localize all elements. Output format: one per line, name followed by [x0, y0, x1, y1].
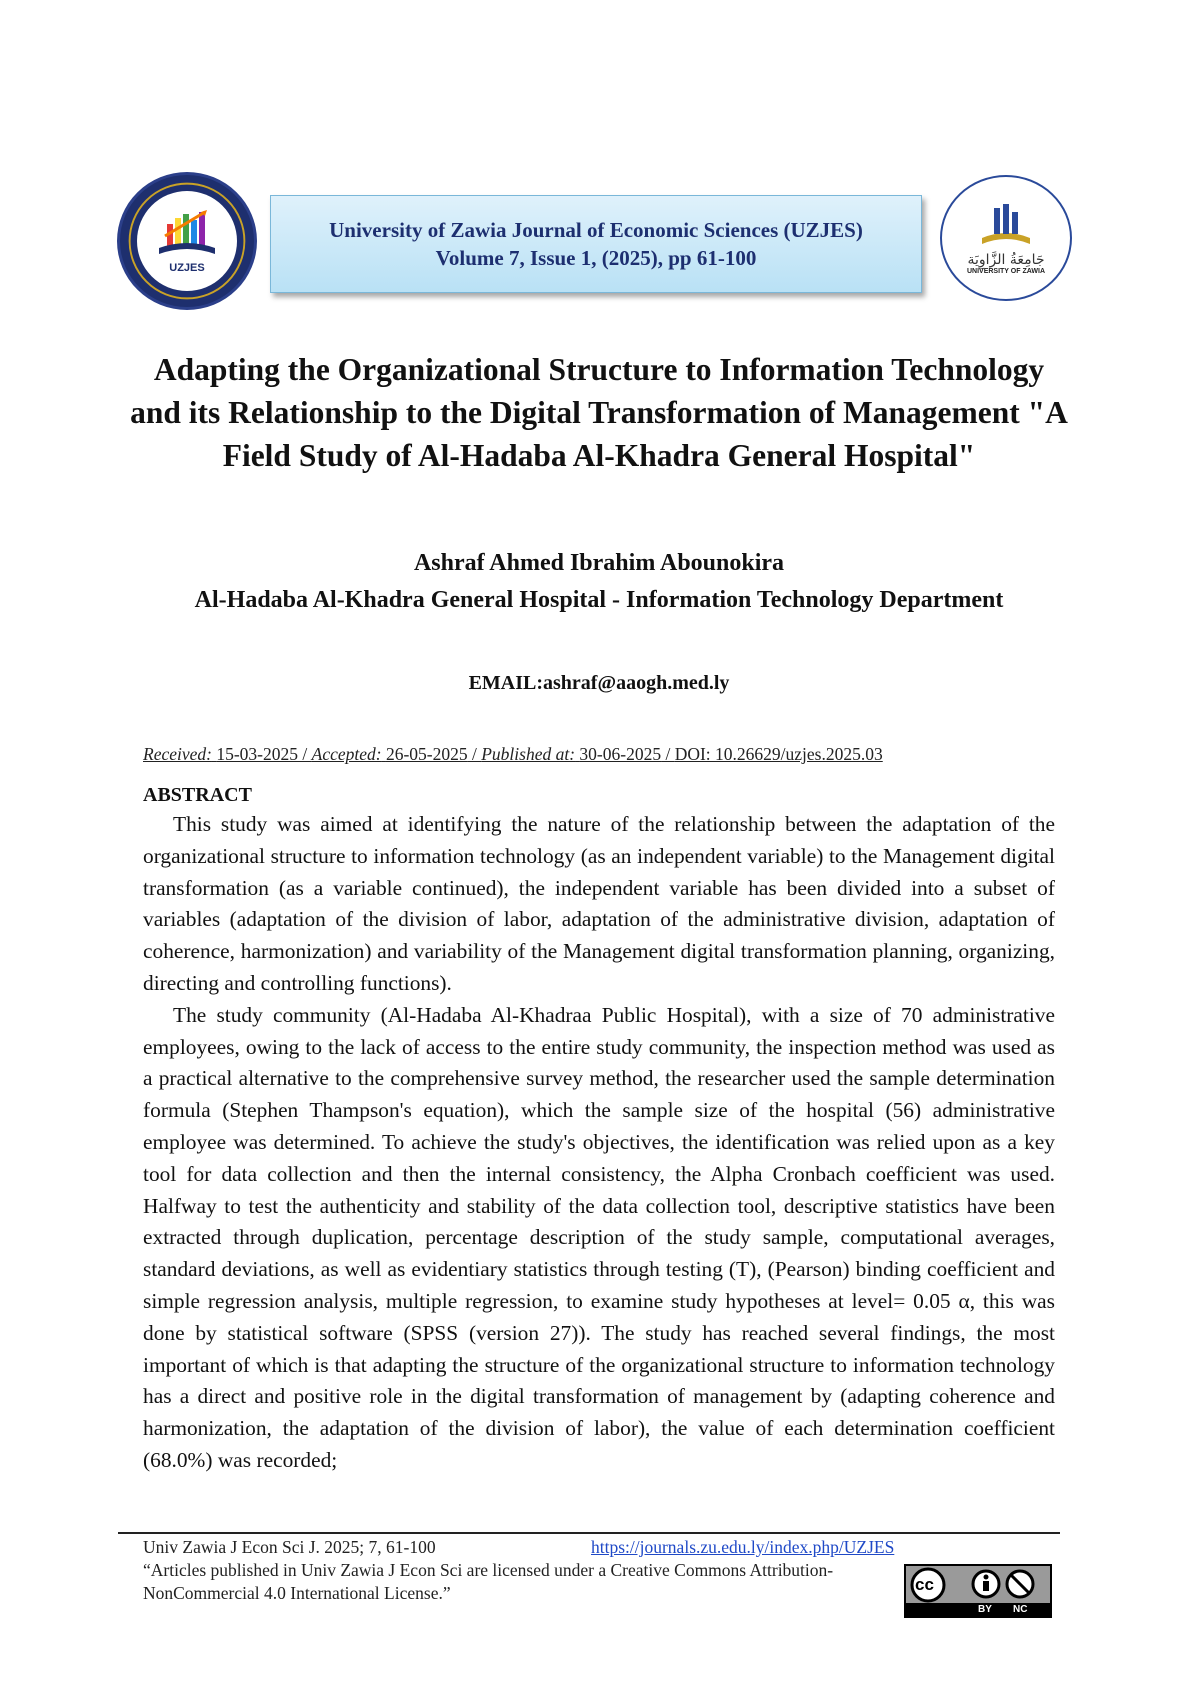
cc-by-label: BY — [978, 1604, 992, 1615]
university-arabic-name: جَامِعَةُ الزَّاوِيَة — [967, 251, 1045, 268]
logo-ring — [120, 175, 254, 307]
journal-url-link[interactable]: https://journals.zu.edu.ly/index.php/UZJES — [591, 1537, 895, 1557]
abstract-paragraph-2: The study community (Al-Hadaba Al-Khadraa Public Hospital), with a size of 70 administrative employees, owing to the lack of access to the entire study community, the inspection method was used as a practical alternative to the comprehensive survey method, the researcher used the sample determination formula (Stephen Thampson's equation), which the sample size of the hospital (56) administrative employee was determined. To achieve the study's objectives, the identification was relied upon as a key tool for data collection and then the internal consistency, the Alpha Cronbach coefficient was used. Halfway to test the authenticity and stability of the data collection tool, descriptive statistics have been extracted through duplication, percentage description of the study sample, computational averages, standard deviations, as well as evidentiary statistics through testing (T), (Pearson) binding coefficient and simple regression analysis, multiple regression, to examine study hypotheses at level= 0.05 α, this was done by statistical software (SPSS (version 27)). The study has reached several findings, the most important of which is that adapting the structure of the organizational structure to information technology has a direct and positive role in the digital transformation of management by (adapting coherence and harmonization, the adaptation of the division of labor), the value of each determination coefficient (68.0%) was recorded; — [143, 1002, 1055, 1472]
accepted-date: 26-05-2025 — [385, 744, 468, 764]
received-date: 15-03-2025 — [216, 744, 298, 764]
university-emblem-icon — [978, 202, 1034, 250]
license-statement: “Articles published in Univ Zawia J Econ Sci are licensed under a Creative Commons Attribution-NonCommercial 4.0 International License.” — [143, 1560, 834, 1603]
journal-name: University of Zawia Journal of Economic Sciences (UZJES) — [329, 218, 863, 242]
cc-symbol-text: cc — [915, 1575, 934, 1594]
accepted-label: Accepted: — [311, 744, 382, 764]
received-label: Received: — [143, 744, 212, 764]
author-affiliation: Al-Hadaba Al-Khadra General Hospital - Information Technology Department — [194, 587, 1004, 613]
publication-dates: Received: 15-03-2025 / Accepted: 26-05-2025 / Published at: 30-06-2025 / DOI: 10.26629/uzjes.2025.03 — [143, 744, 883, 764]
abstract-body — [143, 809, 1055, 1477]
author-email: EMAIL:ashraf@aaogh.med.ly — [468, 672, 730, 694]
abstract-heading: ABSTRACT — [143, 784, 252, 806]
university-of-zawia-logo — [940, 175, 1072, 301]
university-caption: UNIVERSITY OF ZAWIA — [966, 267, 1046, 275]
published-date: 30-06-2025 — [579, 744, 662, 764]
footer-citation: Univ Zawia J Econ Sci J. 2025; 7, 61-100 — [143, 1537, 436, 1557]
footer-divider — [118, 1532, 1060, 1534]
author-name: Ashraf Ahmed Ibrahim Abounokira — [413, 550, 785, 576]
cc-nc-label: NC — [1013, 1604, 1028, 1615]
abstract-paragraph-1: This study was aimed at identifying the nature of the relationship between the adaptation of the organizational structure to information technology (as an independent variable) to the Management digital transformation (as a variable continued), the independent variable has been divided into a subset of variables (adaptation of the division of labor, adaptation of the administrative division, adaptation of coherence, harmonization) and variability of the Management digital transformation planning, organizing, directing and controlling functions). — [143, 812, 1055, 995]
journal-banner — [270, 195, 922, 293]
published-label: Published at: — [481, 744, 576, 764]
journal-volume: Volume 7, Issue 1, (2025), pp 61-100 — [435, 246, 757, 270]
logo-label: UZJES — [169, 262, 205, 274]
cc-by-nc-badge[interactable] — [904, 1564, 1052, 1618]
article-title: Adapting the Organizational Structure to Information Technology and its Relationship to the Digital Transformation of Management "A Field Study of Al-Hadaba Al-Khadra General Hospital" — [130, 352, 1068, 473]
uzjes-logo — [117, 172, 257, 310]
doi: DOI: 10.26629/uzjes.2025.03 — [674, 744, 883, 764]
